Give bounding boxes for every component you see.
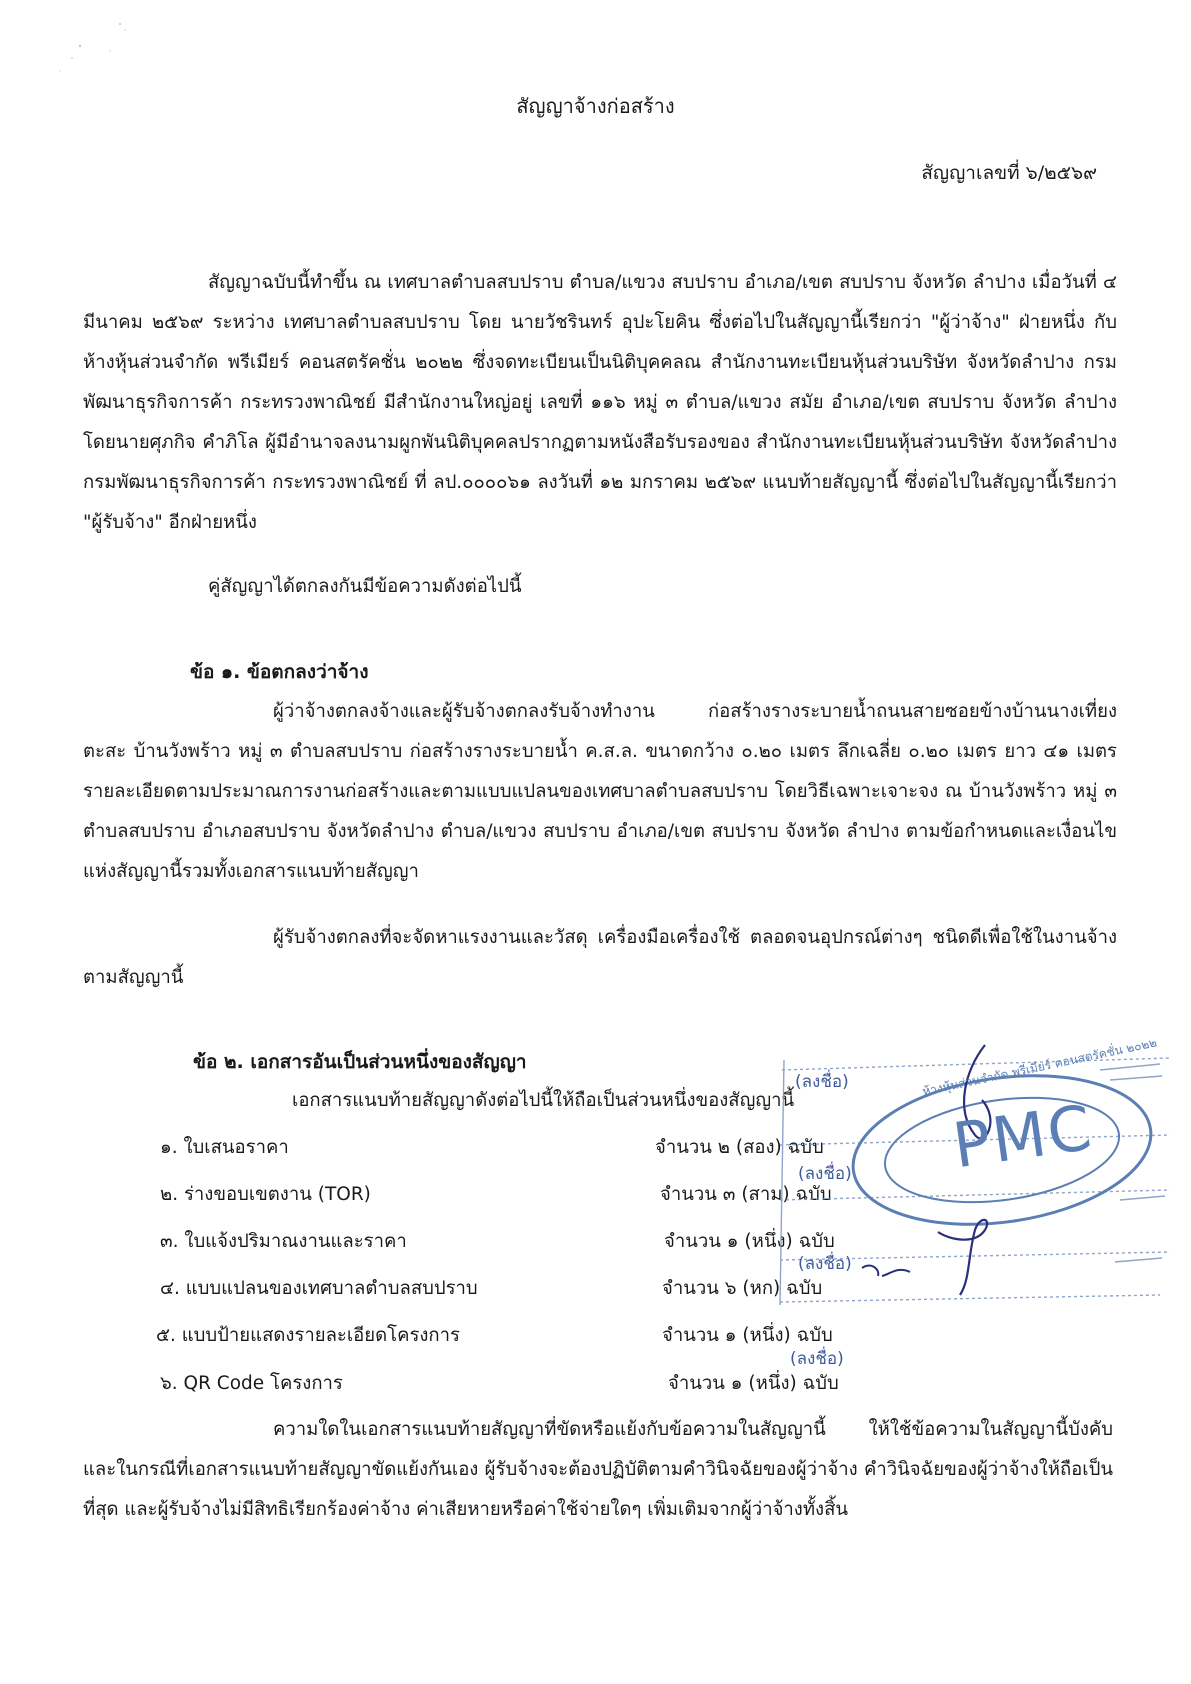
clause1-paragraph2: ผู้รับจ้างตกลงที่จะจัดหาแรงงานและวัสดุ เครื่องมือเครื่องใช้ ตลอดจนอุปกรณ์ต่างๆ ชนิดดีเพื่อใช้ในงานจ้างตามสัญญานี้	[83, 927, 1117, 988]
attachment-item-qty: จำนวน ๒ (สอง) ฉบับ	[655, 1137, 824, 1158]
stamp-logo: PMC	[948, 1090, 1098, 1183]
attachment-item-qty: จำนวน ๑ (หนึ่ง) ฉบับ	[662, 1325, 833, 1346]
agreement-line: คู่สัญญาได้ตกลงกันมีข้อความดังต่อไปนี้	[208, 576, 522, 597]
clause1-heading: ข้อ ๑. ข้อตกลงว่าจ้าง	[190, 661, 369, 683]
attachment-item-label: ๑. ใบเสนอราคา	[160, 1137, 289, 1158]
clause2-heading: ข้อ ๒. เอกสารอันเป็นส่วนหนึ่งของสัญญา	[193, 1051, 527, 1073]
stamp-ring-text: ห้างหุ้นส่วนจำกัด พรีเมียร์ คอนสตรัคชั่น ๒๐๒๒	[921, 1035, 1159, 1099]
attachment-item-label: ๕. แบบป้ายแสดงรายละเอียดโครงการ	[156, 1325, 460, 1346]
attachment-item-label: ๓. ใบแจ้งปริมาณงานและราคา	[160, 1231, 407, 1252]
attachment-item-qty: จำนวน ๓ (สาม) ฉบับ	[660, 1184, 832, 1205]
intro-paragraph: สัญญาฉบับนี้ทำขึ้น ณ เทศบาลตำบลสบปราบ ตำบล/แขวง สบปราบ อำเภอ/เขต สบปราบ จังหวัด ลำปาง เมื่อวันที่ ๔ มีนาคม ๒๕๖๙ ระหว่าง เทศบาลตำบลสบปราบ โดย นายวัชรินทร์ อุปะโยคิน ซึ่งต่อไปในสัญญานี้เรียกว่า "ผู้ว่าจ้าง" ฝ่ายหนึ่ง กับ ห้างหุ้นส่วนจำกัด พรีเมียร์ คอนสตรัคชั่น ๒๐๒๒ ซึ่งจดทะเบียนเป็นนิติบุคคลณ สำนักงานทะเบียนหุ้นส่วนบริษัท จังหวัดลำปาง กรมพัฒนาธุรกิจการค้า กระทรวงพาณิชย์ มีสำนักงานใหญ่อยู่ เลขที่ ๑๑๖ หมู่ ๓ ตำบล/แขวง สมัย อำเภอ/เขต สบปราบ จังหวัด ลำปาง โดยนายศุภกิจ คำภิโล ผู้มีอำนาจลงนามผูกพันนิติบุคคลปรากฏตามหนังสือรับรองของ สำนักงานทะเบียนหุ้นส่วนบริษัท จังหวัดลำปาง กรมพัฒนาธุรกิจการค้า กระทรวงพาณิชย์ ที่ ลป.๐๐๐๐๖๑ ลงวันที่ ๑๒ มกราคม ๒๕๖๙ แนบท้ายสัญญานี้ ซึ่งต่อไปในสัญญานี้เรียกว่า "ผู้รับจ้าง" อีกฝ่ายหนึ่ง	[83, 272, 1117, 533]
attachment-item-label: ๖. QR Code โครงการ	[160, 1373, 343, 1394]
clause2-closing: ความใดในเอกสารแนบท้ายสัญญาที่ขัดหรือแย้งกับข้อความในสัญญานี้ ให้ใช้ข้อความในสัญญานี้บังคับ และในกรณีที่เอกสารแนบท้ายสัญญาขัดแย้งกันเอง ผู้รับจ้างจะต้องปฏิบัติตามคำวินิจฉัยของผู้ว่าจ้าง คำวินิจฉัยของผู้ว่าจ้างให้ถือเป็นที่สุด และผู้รับจ้างไม่มีสิทธิเรียกร้องค่าจ้าง ค่าเสียหายหรือค่าใช้จ่ายใดๆ เพิ่มเติมจากผู้ว่าจ้างทั้งสิ้น	[83, 1419, 1113, 1520]
attachment-item-qty: จำนวน ๑ (หนึ่ง) ฉบับ	[668, 1373, 839, 1394]
clause1-paragraph1: ผู้ว่าจ้างตกลงจ้างและผู้รับจ้างตกลงรับจ้างทำงาน ก่อสร้างรางระบายน้ำถนนสายซอยข้างบ้านนางเที่ยง ตะสะ บ้านวังพร้าว หมู่ ๓ ตำบลสบปราบ ก่อสร้างรางระบายน้ำ ค.ส.ล. ขนาดกว้าง ๐.๒๐ เมตร ลึกเฉลี่ย ๐.๒๐ เมตร ยาว ๔๑ เมตร รายละเอียดตามประมาณการงานก่อสร้างและตามแบบแปลนของเทศบาลตำบลสบปราบ โดยวิธีเฉพาะเจาะจง ณ บ้านวังพร้าว หมู่ ๓ ตำบลสบปราบ อำเภอสบปราบ จังหวัดลำปาง ตำบล/แขวง สบปราบ อำเภอ/เขต สบปราบ จังหวัด ลำปาง ตามข้อกำหนดและเงื่อนไขแห่งสัญญานี้รวมทั้งเอกสารแนบท้ายสัญญา	[83, 701, 1117, 882]
contract-number: สัญญาเลขที่ ๖/๒๕๖๙	[921, 162, 1097, 184]
clause2-intro: เอกสารแนบท้ายสัญญาดังต่อไปนี้ให้ถือเป็นส่วนหนึ่งของสัญญานี้	[292, 1090, 795, 1111]
scan-artifact	[50, 16, 150, 76]
signature-label: (ลงชื่อ)	[790, 1349, 844, 1369]
attachment-item-qty: จำนวน ๖ (หก) ฉบับ	[662, 1278, 823, 1299]
attachment-item-label: ๒. ร่างขอบเขตงาน (TOR)	[160, 1184, 371, 1205]
signature-label: (ลงชื่อ)	[798, 1254, 852, 1274]
document-title: สัญญาจ้างก่อสร้าง	[516, 94, 675, 118]
signature-label: (ลงชื่อ)	[795, 1072, 849, 1092]
attachment-item-qty: จำนวน ๑ (หนึ่ง) ฉบับ	[664, 1231, 835, 1252]
attachment-item-label: ๔. แบบแปลนของเทศบาลตำบลสบปราบ	[160, 1278, 478, 1299]
signature-label: (ลงชื่อ)	[798, 1164, 852, 1184]
